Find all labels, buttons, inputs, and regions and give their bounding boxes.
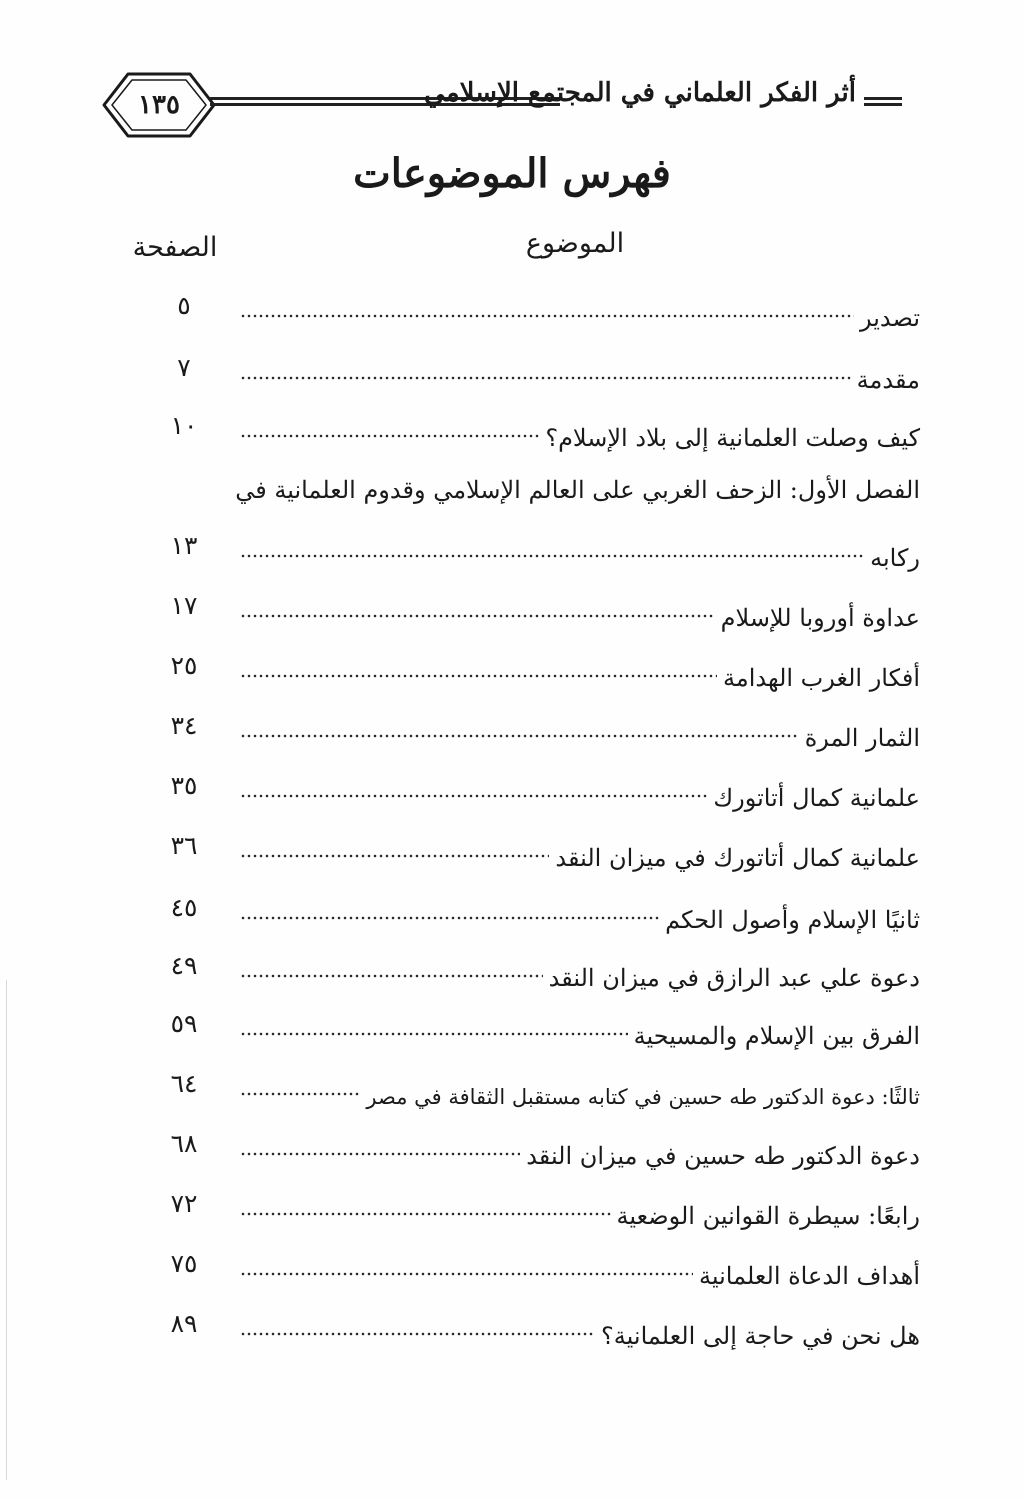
toc-entry-page: ٧ <box>177 353 191 382</box>
dot-leader <box>240 1304 595 1344</box>
toc-entry-page: ٢٥ <box>170 651 198 680</box>
dot-leader <box>240 348 851 388</box>
book-title: أثر الفكر العلماني في المجتمع الإسلامي <box>424 78 856 108</box>
toc-entry-page: ٧٥ <box>170 1249 198 1278</box>
dot-leader <box>240 946 543 986</box>
toc-entry <box>140 406 920 452</box>
dot-leader <box>240 766 707 806</box>
toc-entry <box>140 286 920 332</box>
dot-leader <box>240 826 549 866</box>
toc-entry-page: ٤٥ <box>170 893 198 922</box>
toc-entry-page: ١٧ <box>170 591 198 620</box>
toc-entry <box>140 526 920 572</box>
toc-entry <box>140 1004 920 1050</box>
toc-entry <box>140 706 920 752</box>
toc-entry-title: دعوة الدكتور طه حسين في ميزان النقد <box>526 1142 920 1170</box>
toc-entry <box>140 888 920 934</box>
toc-entry <box>140 946 920 992</box>
dot-leader <box>240 1064 360 1104</box>
dot-leader <box>240 1184 611 1224</box>
toc-entry-title: أفكار الغرب الهدامة <box>723 664 920 692</box>
toc-entry-title: مقدمة <box>856 366 920 394</box>
toc-entry-page: ٣٦ <box>170 831 198 860</box>
toc-entry <box>140 1064 920 1109</box>
dot-leader <box>240 286 854 326</box>
page-title: فهرس الموضوعات <box>353 150 671 197</box>
toc-entry-page: ٤٩ <box>170 951 198 980</box>
toc-entry <box>140 586 920 632</box>
toc-entry-page: ٦٨ <box>170 1129 198 1158</box>
toc-entry-page: ٨٩ <box>170 1309 198 1338</box>
toc-entry-title-line1: الفصل الأول: الزحف الغربي على العالم الإسلامي وقدوم العلمانية في <box>235 476 920 504</box>
dot-leader <box>240 1244 693 1284</box>
toc-entry-page: ٦٤ <box>170 1069 198 1098</box>
toc-entry-page: ٣٥ <box>170 771 198 800</box>
header-rule-short <box>864 97 902 109</box>
toc-entry-title: هل نحن في حاجة إلى العلمانية؟ <box>601 1322 920 1350</box>
dot-leader <box>240 888 659 928</box>
toc-entry-page: ٥٩ <box>170 1009 198 1038</box>
toc-entry-page: ٥ <box>177 291 191 320</box>
page-edge-line <box>6 980 7 1480</box>
toc-entry-page: ١٠ <box>170 411 198 440</box>
toc-entry <box>140 646 920 692</box>
page-number: ١٣٥ <box>138 90 180 120</box>
dot-leader <box>240 526 864 566</box>
page-number-badge <box>100 70 218 140</box>
toc-entry-title: علمانية كمال أتاتورك <box>713 784 920 812</box>
dot-leader <box>240 1124 520 1164</box>
toc-entry-title: ثانيًا الإسلام وأصول الحكم <box>665 906 920 934</box>
toc-entry-page: ٣٤ <box>170 711 198 740</box>
toc-entry <box>140 1304 920 1350</box>
toc-entry-page: ٧٢ <box>170 1189 198 1218</box>
toc-entry <box>140 826 920 872</box>
toc-entry-title: عداوة أوروبا للإسلام <box>720 604 920 632</box>
toc-entry-title: الفرق بين الإسلام والمسيحية <box>633 1022 920 1050</box>
dot-leader <box>240 706 799 746</box>
toc-entry-title: علمانية كمال أتاتورك في ميزان النقد <box>555 844 920 872</box>
toc-entry <box>140 766 920 812</box>
toc-entry-title: أهداف الدعاة العلمانية <box>699 1262 920 1290</box>
toc-entry <box>140 1184 920 1230</box>
dot-leader <box>240 406 539 446</box>
column-heading-page: الصفحة <box>132 232 218 263</box>
toc-entry <box>140 348 920 394</box>
toc-entry-title: الثمار المرة <box>804 724 920 752</box>
toc-entry <box>140 1244 920 1290</box>
dot-leader <box>240 646 717 686</box>
dot-leader <box>240 586 715 626</box>
toc-entry-title: دعوة علي عبد الرازق في ميزان النقد <box>548 964 920 992</box>
toc-entry-title: ثالثًا: دعوة الدكتور طه حسين في كتابه مستقبل الثقافة في مصر <box>366 1085 920 1109</box>
running-header <box>100 70 912 140</box>
toc-entry-title: رابعًا: سيطرة القوانين الوضعية <box>616 1202 920 1230</box>
toc-entry-title: ركابه <box>870 544 920 572</box>
dot-leader <box>240 1004 628 1044</box>
toc-entry <box>140 1124 920 1170</box>
toc-entry-title: تصدير <box>859 304 920 332</box>
toc-entry-page: ١٣ <box>170 531 198 560</box>
column-heading-subject: الموضوع <box>525 228 625 259</box>
toc-entry-title: كيف وصلت العلمانية إلى بلاد الإسلام؟ <box>545 424 920 452</box>
